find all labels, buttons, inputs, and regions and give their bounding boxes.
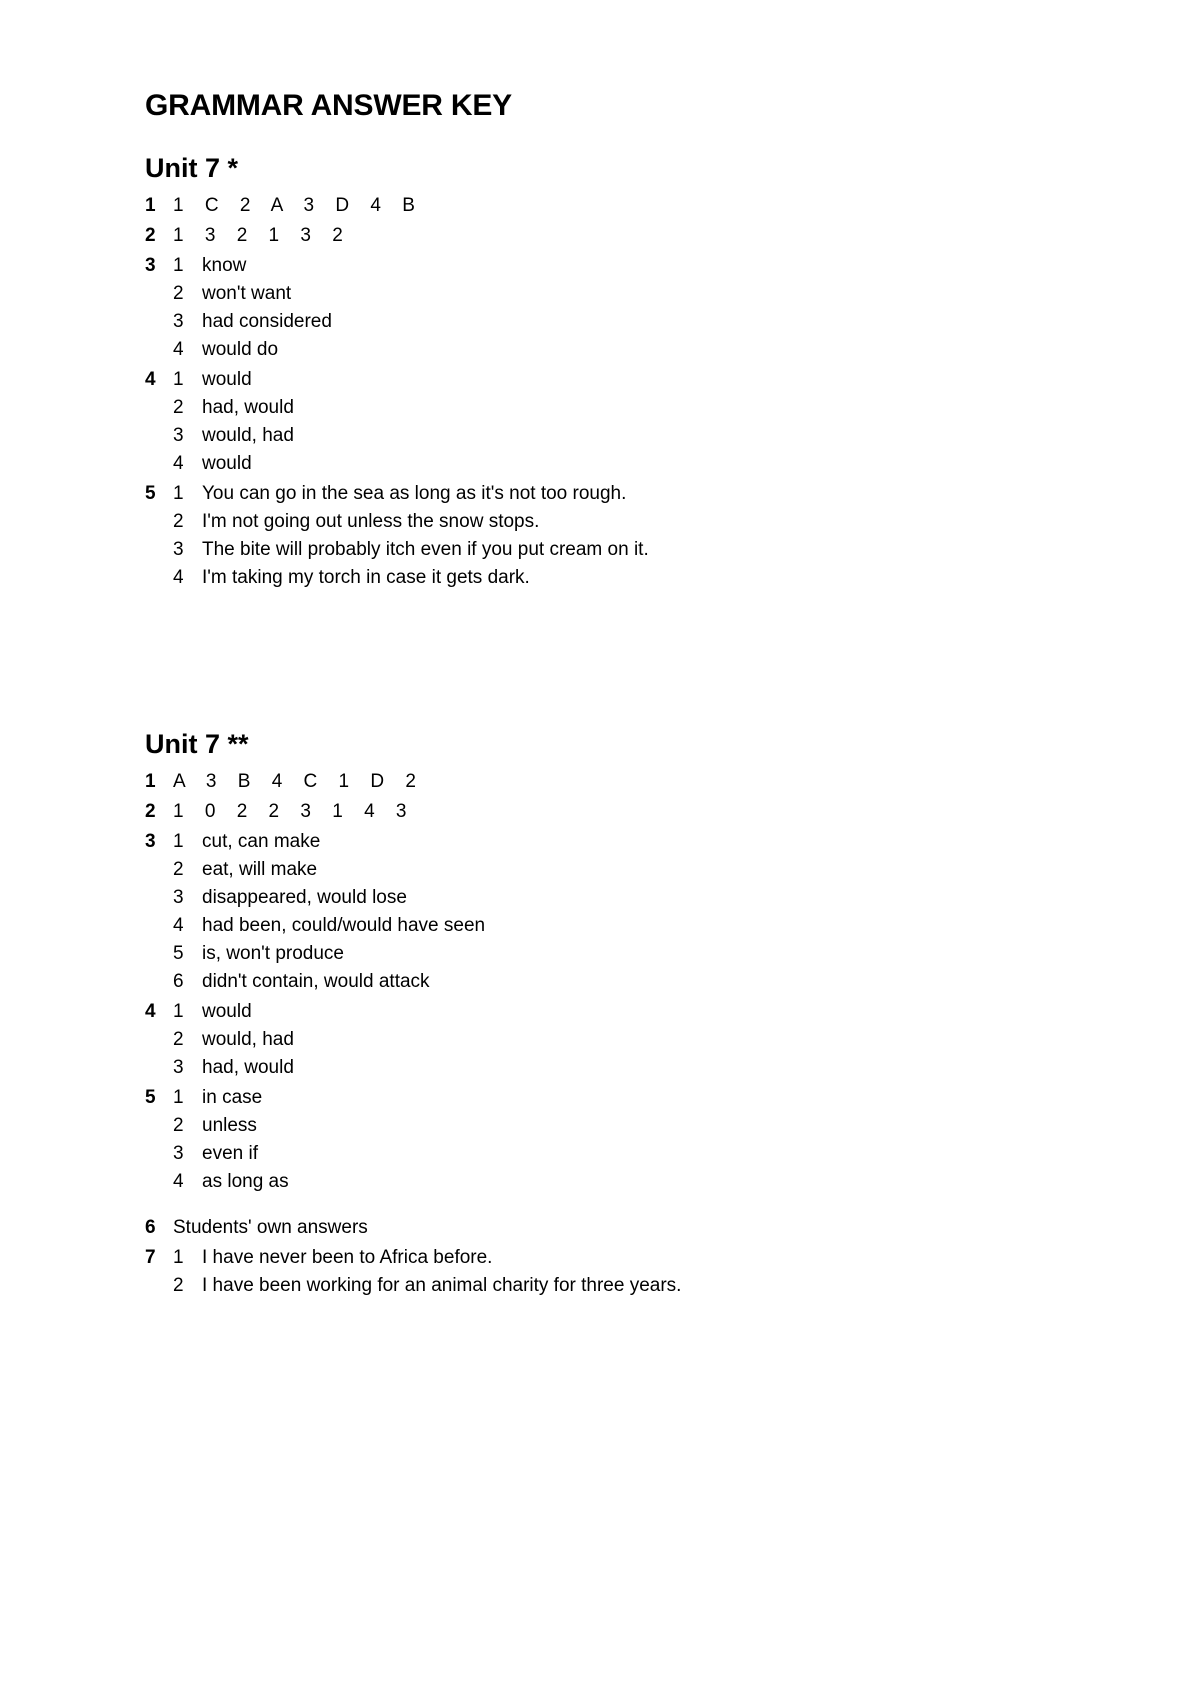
exercise-5 (145, 480, 1085, 592)
item-number: 1 (173, 831, 184, 852)
answer-item (173, 968, 485, 996)
exercise-2 (145, 222, 1085, 250)
answer-item (173, 1084, 289, 1112)
item-text: had considered (202, 311, 332, 332)
item-text: had, would (202, 397, 294, 418)
exercise-1 (145, 768, 1085, 796)
item-number: 1 (173, 483, 184, 504)
answer-item (173, 1112, 289, 1140)
item-text: You can go in the sea as long as it's not too rough. (202, 483, 627, 504)
answer-item (173, 1054, 294, 1082)
exercise-number: 6 (145, 1217, 156, 1238)
exercise-number: 5 (145, 483, 156, 504)
exercise-answers: 1 0 2 2 3 1 4 3 (173, 801, 409, 822)
item-number: 2 (173, 1115, 184, 1136)
exercise-4 (145, 366, 1085, 478)
answer-item (173, 336, 332, 364)
exercise-6 (145, 1214, 1085, 1242)
item-number: 4 (173, 453, 184, 474)
item-number: 4 (173, 567, 184, 588)
exercise-number: 4 (145, 1001, 156, 1022)
item-text: even if (202, 1143, 258, 1164)
item-text: would do (202, 339, 279, 360)
item-number: 4 (173, 1171, 184, 1192)
exercise-number: 1 (145, 195, 156, 216)
answer-item (173, 308, 332, 336)
item-number: 3 (173, 887, 184, 908)
answer-item (173, 536, 649, 564)
item-text: I have been working for an animal charity for three years. (202, 1275, 682, 1296)
item-text: I'm taking my torch in case it gets dark. (202, 567, 530, 588)
item-text: would (202, 369, 252, 390)
item-number: 4 (173, 915, 184, 936)
item-text: won't want (202, 283, 292, 304)
answer-item (173, 912, 485, 940)
item-number: 3 (173, 425, 184, 446)
exercise-number: 7 (145, 1247, 156, 1268)
exercise-number: 5 (145, 1087, 156, 1108)
answer-item (173, 252, 332, 280)
answer-item (173, 884, 485, 912)
answer-item (173, 1140, 289, 1168)
answer-item (173, 1244, 681, 1272)
item-text: would, had (202, 425, 294, 446)
item-number: 2 (173, 511, 184, 532)
item-text: unless (202, 1115, 257, 1136)
item-text: eat, will make (202, 859, 318, 880)
answer-item (173, 422, 294, 450)
item-text: know (202, 255, 247, 276)
exercise-number: 3 (145, 831, 156, 852)
exercise-number: 3 (145, 255, 156, 276)
answer-item (173, 564, 649, 592)
unit-section-2 (145, 726, 1085, 1300)
item-number: 1 (173, 255, 184, 276)
item-number: 3 (173, 311, 184, 332)
answer-item (173, 998, 294, 1026)
item-number: 2 (173, 397, 184, 418)
answer-key-page (145, 86, 1085, 1302)
answer-item (173, 1272, 681, 1300)
answer-item (173, 394, 294, 422)
item-text: would (202, 1001, 252, 1022)
unit-heading: Unit 7 ** (145, 729, 249, 759)
exercise-4 (145, 998, 1085, 1082)
exercise-answers: 1 3 2 1 3 2 (173, 225, 345, 246)
answer-item (173, 828, 485, 856)
item-text: had been, could/would have seen (202, 915, 486, 936)
answer-item (173, 450, 294, 478)
item-number: 3 (173, 1143, 184, 1164)
document-title: GRAMMAR ANSWER KEY (145, 89, 512, 122)
item-number: 4 (173, 339, 184, 360)
item-number: 3 (173, 539, 184, 560)
item-text: is, won't produce (202, 943, 344, 964)
item-text: in case (202, 1087, 263, 1108)
answer-item (173, 508, 649, 536)
exercise-5 (145, 1084, 1085, 1196)
item-text: The bite will probably itch even if you put cream on it. (202, 539, 649, 560)
item-number: 1 (173, 1001, 184, 1022)
exercise-number: 2 (145, 801, 156, 822)
item-text: I have never been to Africa before. (202, 1247, 493, 1268)
item-text: didn't contain, would attack (202, 971, 430, 992)
answer-item (173, 940, 485, 968)
exercise-number: 2 (145, 225, 156, 246)
exercise-answers: 1 C 2 A 3 D 4 B (173, 195, 417, 216)
item-text: I'm not going out unless the snow stops. (202, 511, 540, 532)
answer-item (173, 1026, 294, 1054)
item-number: 2 (173, 859, 184, 880)
item-text: cut, can make (202, 831, 321, 852)
exercise-7 (145, 1244, 1085, 1300)
section-spacer (145, 594, 1085, 726)
exercise-number: 4 (145, 369, 156, 390)
exercise-number: 1 (145, 771, 156, 792)
answer-item (173, 366, 294, 394)
exercise-answers: Students' own answers (173, 1217, 368, 1238)
item-number: 1 (173, 369, 184, 390)
item-text: as long as (202, 1171, 289, 1192)
item-number: 1 (173, 1247, 184, 1268)
exercise-3 (145, 828, 1085, 996)
answer-item (173, 480, 649, 508)
exercise-3 (145, 252, 1085, 364)
item-text: would, had (202, 1029, 294, 1050)
exercise-answers: A 3 B 4 C 1 D 2 (173, 771, 418, 792)
unit-heading: Unit 7 * (145, 153, 239, 183)
exercise-1 (145, 192, 1085, 220)
item-number: 1 (173, 1087, 184, 1108)
item-text: would (202, 453, 252, 474)
answer-item (173, 856, 485, 884)
unit-section-1 (145, 150, 1085, 592)
item-number: 5 (173, 943, 184, 964)
exercise-2 (145, 798, 1085, 826)
item-number: 2 (173, 1029, 184, 1050)
item-number: 3 (173, 1057, 184, 1078)
item-text: had, would (202, 1057, 294, 1078)
item-text: disappeared, would lose (202, 887, 407, 908)
answer-item (173, 280, 332, 308)
item-number: 2 (173, 283, 184, 304)
answer-item (173, 1168, 289, 1196)
item-number: 2 (173, 1275, 184, 1296)
item-number: 6 (173, 971, 184, 992)
